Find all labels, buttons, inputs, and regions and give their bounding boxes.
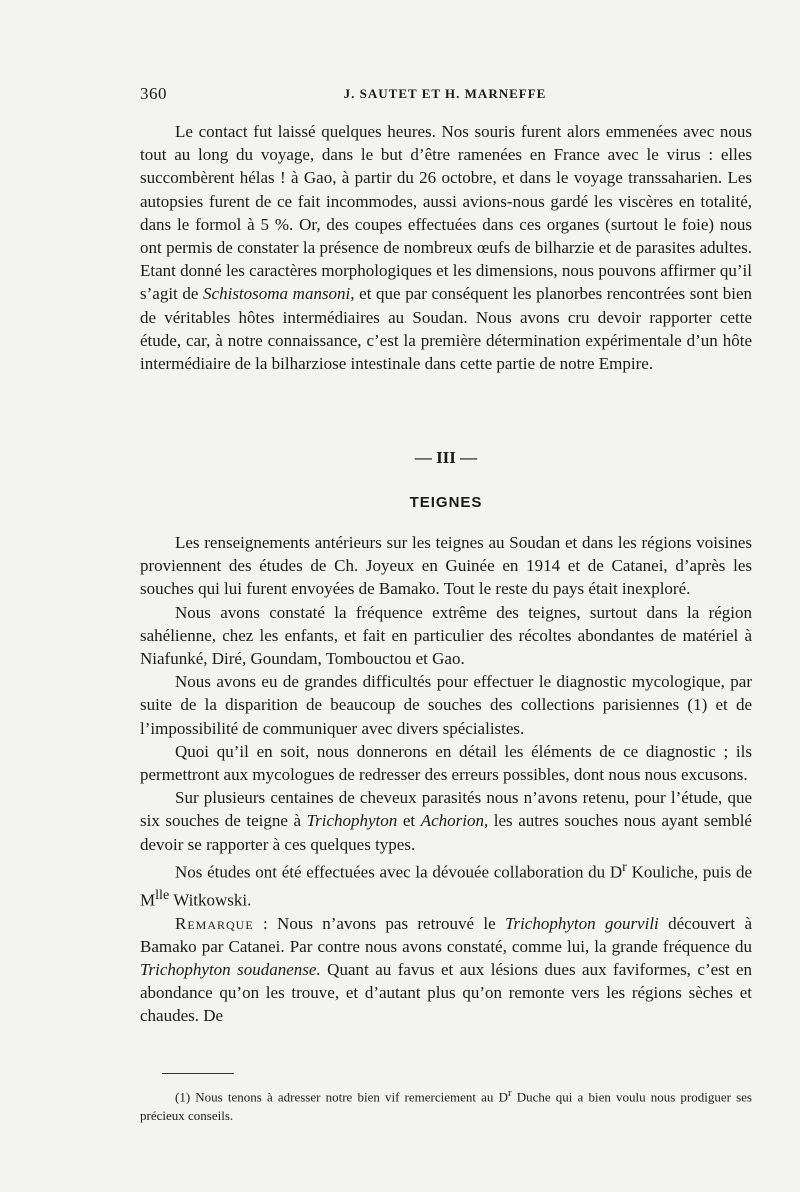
superscript: r <box>622 858 627 875</box>
paragraph-text: Le contact fut laissé quelques heures. Nos souris furent alors emmenées avec nous tout au long du voyage, dans le but d’être ramenées en France avec le virus : elles succombèrent hélas ! à Gao, à partir du 26 octobre, et dans le voyage transsaharien. Les autopsies furent de ce fait incommodes, aussi avions-nous gardé les viscères en totalité, dans le formol à 5 %. Or, des coupes effectuées dans ces organes (surtout le foie) nous ont permis de constater la présence de nombreux œufs de bilharzie et de parasites adultes. Etant donné les caractères morphologiques et les dimensions, nous pouvons affirmer qu’il s’agit de <box>140 122 752 304</box>
header-authors: J. SAUTET ET H. MARNEFFE <box>343 86 547 101</box>
paragraph-renseignements: Les renseignements antérieurs sur les teignes au Soudan et dans les régions voisines proviennent des études de Ch. Joyeux en Guinée en 1914 et de Catanei, d’après les souches qui lui furent envoyées de Bamako. Tout le reste du pays était inexploré. <box>140 533 752 599</box>
body-text-top <box>140 120 752 375</box>
paragraph-text: Witkowski. <box>169 890 252 910</box>
footnote-text-part: Duche qui a bien voulu nous prodiguer ses précieux conseils. <box>140 1089 752 1124</box>
superscript: lle <box>155 886 170 903</box>
footnote-text <box>140 1084 752 1125</box>
remark-label: Remarque <box>175 913 254 933</box>
species-name: Trichophyton soudanense. <box>140 959 321 979</box>
species-name: Schistosoma mansoni, <box>203 284 355 304</box>
footnote-divider <box>162 1073 234 1074</box>
paragraph-text: Quant au favus et aux lésions dues aux faviformes, c’est en abondance qu’on les trouve, et d’autant plus qu’on remonte vers les régions sèches et chaudes. De <box>140 959 752 1026</box>
footnote-text-part: (1) Nous tenons à adresser notre bien vif remerciement au D <box>175 1089 508 1105</box>
paragraph-text: Sur plusieurs centaines de cheveux parasités nous n’avons retenu, pour l’étude, que six souches de teigne à <box>140 788 752 831</box>
page-number: 360 <box>140 84 167 103</box>
paragraph-text: Kouliche, puis de M <box>140 862 753 910</box>
paragraph-text: découvert à Bamako par Catanei. Par contre nous avons constaté, comme lui, la grande fréquence du <box>140 913 752 956</box>
paragraph-souches <box>140 786 752 856</box>
paragraph-text: et <box>397 811 421 831</box>
running-header <box>140 84 750 108</box>
superscript: r <box>507 1087 512 1099</box>
paragraph-text: Nos études ont été effectuées avec la dévouée collaboration du D <box>175 862 623 882</box>
section-number: — III — <box>414 448 478 467</box>
species-name: Trichophyton gourvili <box>504 913 659 933</box>
paragraph-text: : Nous n’avons pas retrouvé le <box>253 913 505 933</box>
paragraph-contact <box>140 120 752 375</box>
paragraph-difficultes: Nous avons eu de grandes difficultés pour effectuer le diagnostic mycologique, par suite de la disparition de beaucoup de souches des collections parisiennes (1) et de l’impossibilité de communiquer avec divers spécialistes. <box>140 672 752 738</box>
paragraph-collaboration <box>140 856 752 912</box>
section-title: TEIGNES <box>409 494 483 511</box>
genus-name: Achorion, <box>420 811 489 831</box>
paragraph-frequence: Nous avons constaté la fréquence extrême des teignes, surtout dans la région sahélienne, chez les enfants, et fait en particulier des récoltes abondantes de matériel à Niafunké, Diré, Goundam, Tombouctou et Gao. <box>140 602 752 669</box>
body-text-teignes <box>140 531 752 1028</box>
footnote <box>140 1084 752 1125</box>
paragraph-text: les autres souches nous ayant semblé devoir se rapporter à ces quelques types. <box>140 811 752 854</box>
paragraph-text: et que par conséquent les planorbes rencontrées sont bien de véritables hôtes intermédiaires au Soudan. Nous avons cru devoir rapporter cette étude, car, à notre connaissance, c’est la première détermination expérimentale d’un hôte intermédiaire de la bilharziose intestinale dans cette partie de notre Empire. <box>140 284 752 374</box>
paragraph-diagnostic: Quoi qu’il en soit, nous donnerons en détail les éléments de ce diagnostic ; ils permettront aux mycologues de redresser des erreurs possibles, dont nous nous excusons. <box>140 741 752 785</box>
genus-name: Trichophyton <box>306 811 398 831</box>
paragraph-remarque <box>140 912 752 1028</box>
